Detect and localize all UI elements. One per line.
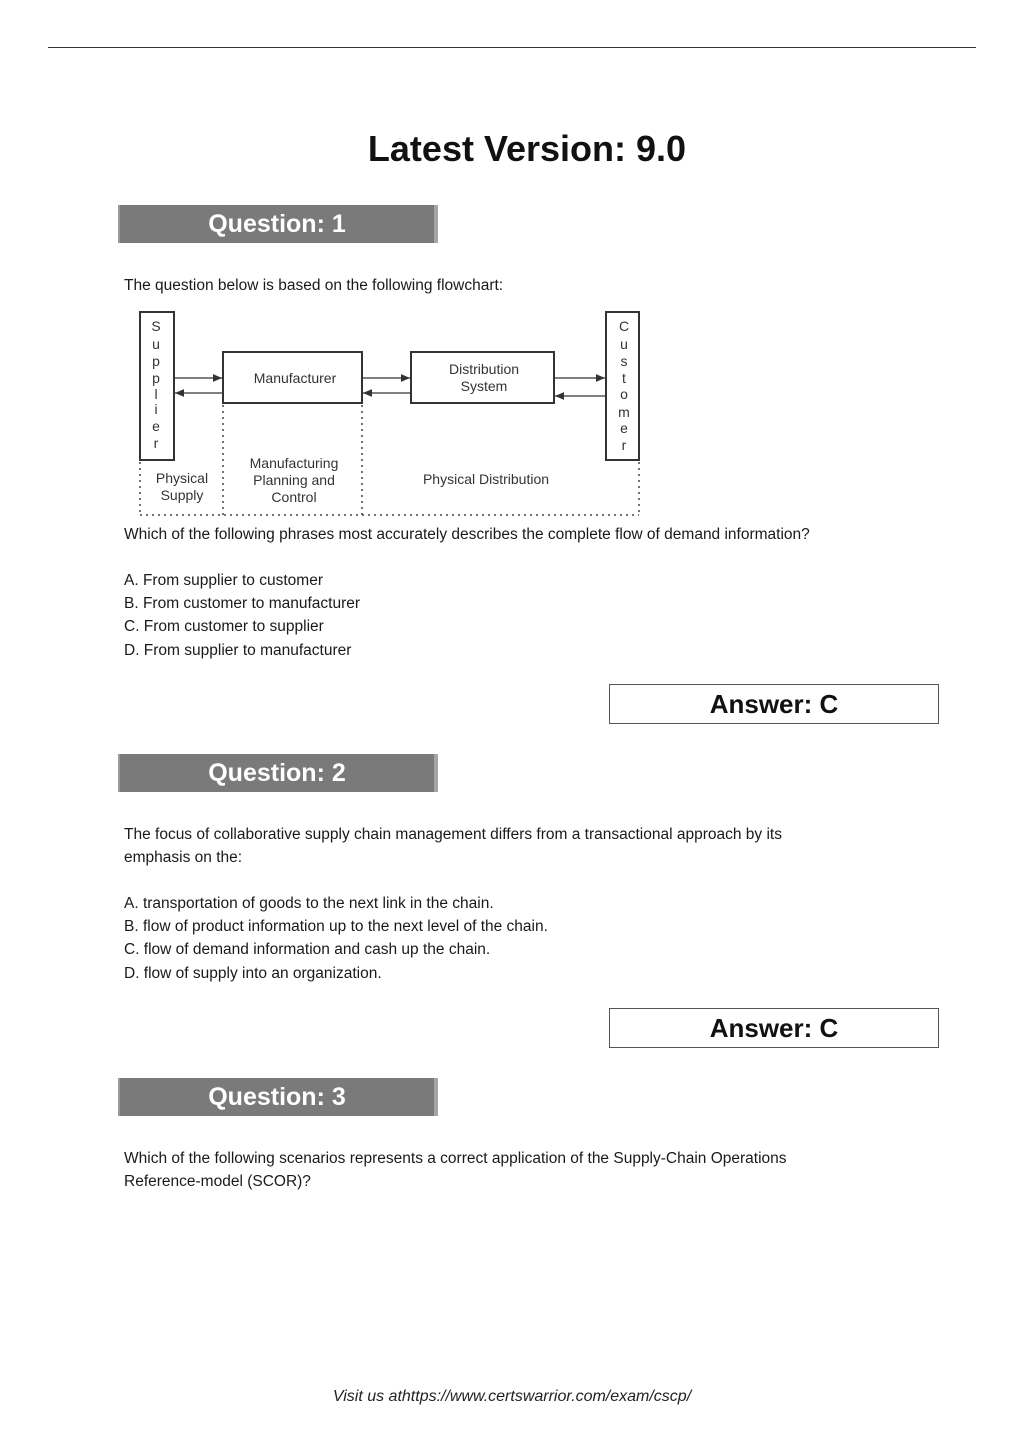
top-divider: [48, 47, 976, 48]
supplier-letter: e: [152, 418, 160, 434]
customer-letter: o: [620, 386, 628, 402]
customer-letter: r: [621, 437, 627, 453]
supplier-letter: p: [152, 353, 160, 369]
footer-link-text[interactable]: Visit us athttps://www.certswarrior.com/exam/cscp/: [332, 1388, 692, 1405]
supply-chain-flowchart: [134, 305, 646, 519]
question-3-stem-line-2: Reference-model (SCOR)?: [124, 1173, 311, 1190]
question-1-options: [124, 569, 360, 662]
question-2-options: [124, 892, 548, 985]
option-d: D. From supplier to manufacturer: [124, 641, 352, 659]
zone-manufacturing-1: Manufacturing: [249, 455, 339, 471]
question-2-stem-line-1: The focus of collaborative supply chain management differs from a transactional approach by its: [124, 826, 782, 843]
question-3-stem-line-1: Which of the following scenarios represents a correct application of the Supply-Chain Operations: [124, 1150, 787, 1167]
supplier-letter: l: [154, 386, 158, 402]
option-b: B. flow of product information up to the next level of the chain.: [124, 918, 548, 936]
flow-arrows: [174, 378, 605, 396]
question-1-intro: The question below is based on the following flowchart:: [124, 277, 504, 294]
question-3-header: Question: 3: [118, 1078, 438, 1116]
question-2-answer: Answer: C: [609, 1008, 939, 1048]
supplier-letter: u: [152, 336, 160, 352]
option-c: C. From customer to supplier: [124, 618, 324, 636]
supplier-letter: i: [154, 401, 158, 417]
question-1-stem: Which of the following phrases most accurately describes the complete flow of demand information?: [124, 526, 810, 543]
customer-letter: t: [622, 370, 626, 386]
question-1-header: Question: 1: [118, 205, 438, 243]
option-c: C. flow of demand information and cash up the chain.: [124, 941, 491, 959]
option-a: A. From supplier to customer: [124, 572, 323, 589]
customer-label: [618, 318, 630, 453]
question-2-header: Question: 2: [118, 754, 438, 792]
distribution-label-2: System: [460, 378, 508, 394]
customer-letter: u: [620, 336, 628, 352]
option-a: A. transportation of goods to the next link in the chain.: [124, 895, 494, 912]
zone-physical-supply-1: Physical: [155, 470, 209, 486]
option-d: D. flow of supply into an organization.: [124, 964, 382, 982]
zone-manufacturing-3: Control: [271, 489, 317, 505]
customer-letter: e: [620, 420, 628, 436]
customer-letter: m: [618, 404, 630, 420]
option-b: B. From customer to manufacturer: [124, 595, 361, 613]
distribution-label-1: Distribution: [448, 361, 520, 377]
supplier-letter: r: [153, 435, 159, 451]
customer-letter: C: [618, 318, 630, 334]
supplier-letter: p: [152, 370, 160, 386]
zone-manufacturing-2: Planning and: [253, 472, 335, 488]
supplier-label: [151, 318, 160, 451]
manufacturer-label: Manufacturer: [253, 370, 337, 386]
question-2-stem-line-2: emphasis on the:: [124, 849, 243, 866]
question-1-answer: Answer: C: [609, 684, 939, 724]
customer-letter: s: [620, 353, 628, 369]
zone-dividers: [140, 405, 639, 515]
zone-physical-distribution: Physical Distribution: [422, 471, 550, 487]
supplier-letter: S: [151, 318, 161, 334]
zone-physical-supply-2: Supply: [160, 487, 204, 503]
page-title: Latest Version: 9.0: [367, 128, 687, 169]
